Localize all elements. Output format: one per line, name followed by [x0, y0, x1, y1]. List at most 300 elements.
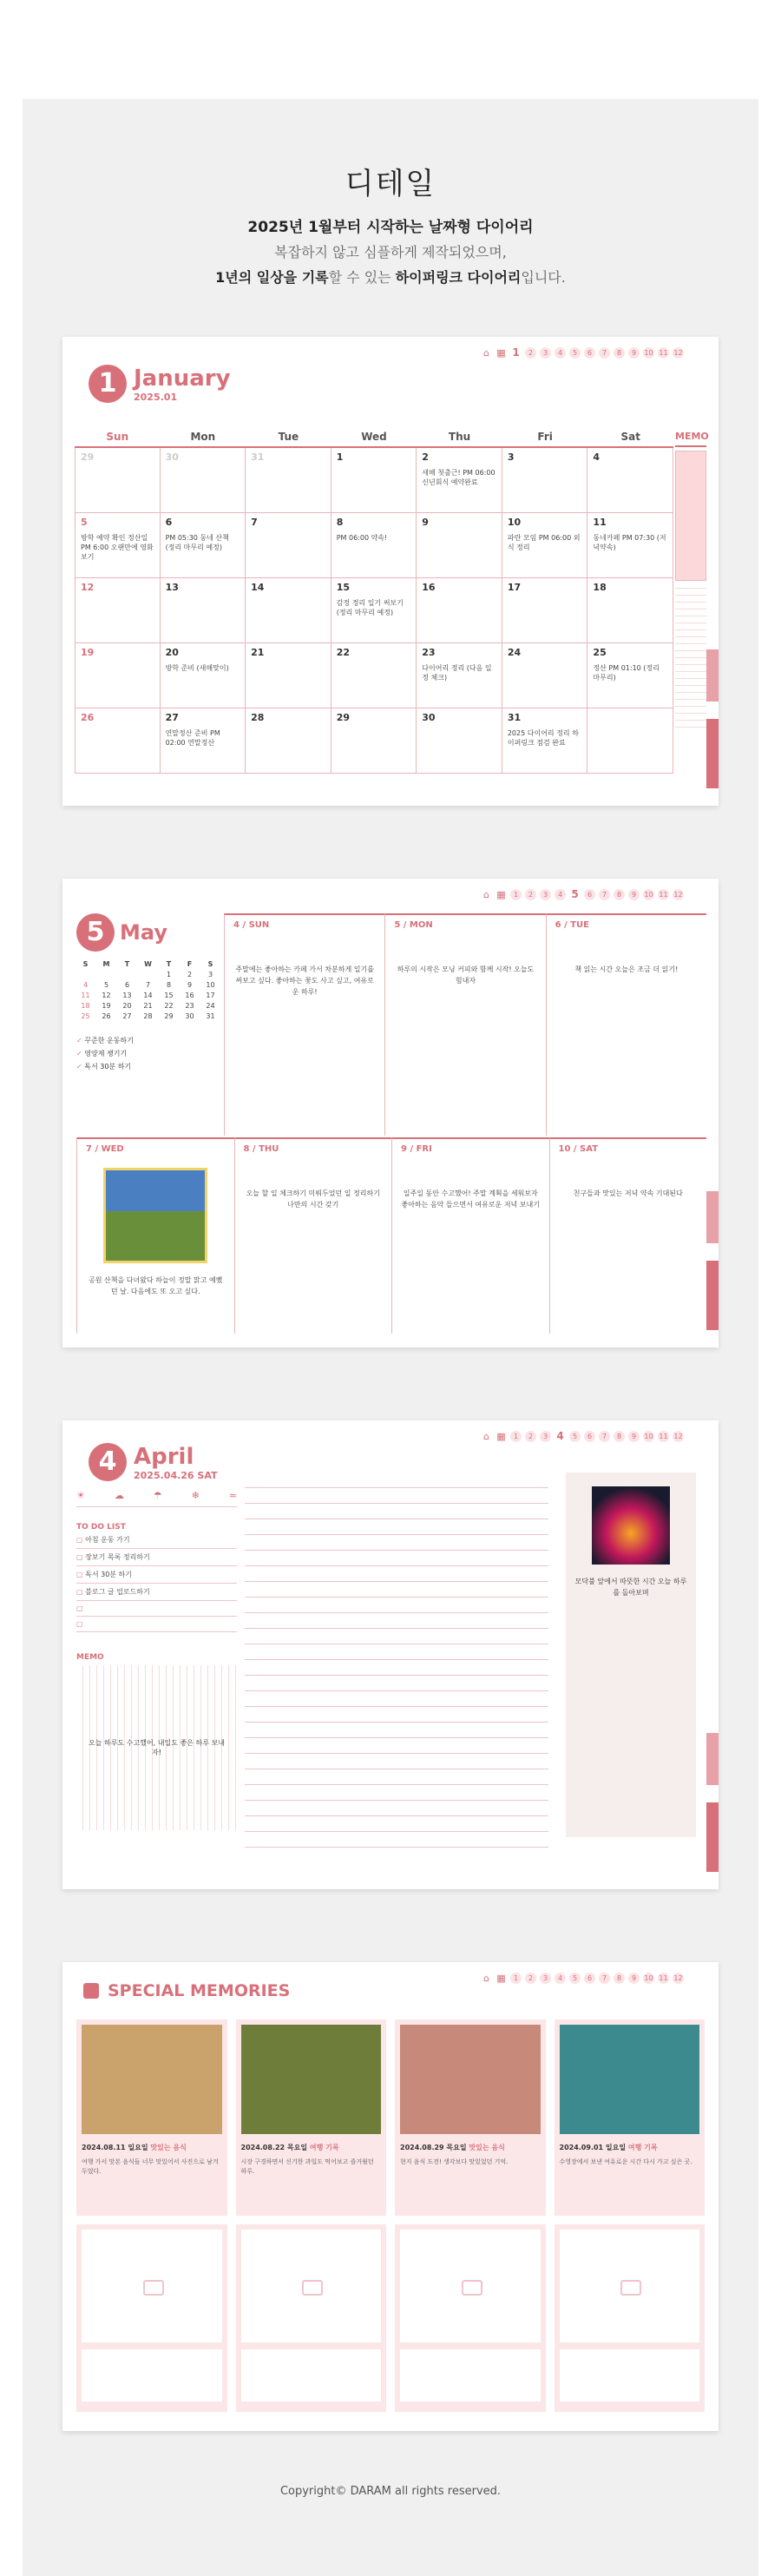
memory-date-text: 2024.08.22 목요일: [240, 2144, 308, 2151]
empty-memory-card[interactable]: [236, 2224, 387, 2412]
mini-day[interactable]: 11: [81, 992, 90, 999]
memo-column: [675, 431, 709, 734]
nav-month-8[interactable]: 8: [614, 347, 625, 359]
journal-line[interactable]: [245, 1535, 548, 1551]
day-cell[interactable]: [246, 513, 331, 578]
mini-day[interactable]: 3: [207, 971, 213, 978]
nav-month-2[interactable]: 2: [525, 1973, 536, 1984]
checkbox-icon[interactable]: ▢: [76, 1536, 86, 1544]
day-cell[interactable]: [502, 578, 588, 643]
day-cell[interactable]: [246, 708, 331, 774]
nav-month-6[interactable]: 6: [584, 889, 595, 900]
day-cell[interactable]: [331, 448, 417, 513]
mini-day[interactable]: 28: [143, 1012, 153, 1020]
nav-month-3[interactable]: 3: [540, 889, 551, 900]
day-cell[interactable]: [502, 513, 588, 578]
journal-line[interactable]: [245, 1676, 548, 1691]
day-cell[interactable]: [75, 643, 161, 708]
todo-list: [76, 1532, 237, 1632]
journal-line[interactable]: [245, 1801, 548, 1816]
month-name: January: [134, 365, 231, 392]
day-cell[interactable]: [417, 708, 502, 774]
nav-month-10[interactable]: 10: [644, 349, 653, 357]
home-icon[interactable]: ⌂: [483, 889, 489, 900]
nav-month-4[interactable]: 4: [555, 347, 566, 359]
memory-desc: 시장 구경하면서 신기한 과일도 먹어보고 즐거웠던 하루.: [240, 2158, 374, 2176]
nav-month-5[interactable]: 5: [571, 888, 579, 900]
monthly-sheet: [62, 337, 719, 806]
memory-card[interactable]: [236, 2019, 387, 2216]
memory-photo: [241, 2025, 382, 2134]
intro-mid: 할 수 있는: [328, 269, 396, 286]
nav-month-5[interactable]: 5: [569, 1431, 581, 1442]
memories-title: [83, 1981, 290, 2000]
nav-month-4[interactable]: 4: [555, 889, 566, 900]
image-placeholder-icon: [82, 2230, 222, 2342]
todo-label: 장보기 목록 정리하기: [85, 1553, 150, 1561]
image-placeholder-icon: [400, 2230, 541, 2342]
nav-month-2[interactable]: 2: [525, 889, 536, 900]
daily-title: [89, 1443, 218, 1481]
nav-month-11[interactable]: 11: [659, 349, 668, 357]
memory-text-area[interactable]: [560, 2349, 700, 2401]
side-tab-index[interactable]: [706, 649, 719, 702]
day-note: 파란 모임 PM 06:00 외식 정리: [507, 534, 581, 552]
journal-line[interactable]: [245, 1660, 548, 1676]
park-photo: [103, 1168, 207, 1263]
todo-item[interactable]: [76, 1584, 237, 1601]
empty-memory-card[interactable]: [76, 2224, 227, 2412]
sun-icon[interactable]: ☀: [76, 1490, 85, 1501]
nav-month-10[interactable]: 10: [644, 891, 653, 899]
day-cell[interactable]: [331, 578, 417, 643]
nav-month-1[interactable]: 1: [510, 1973, 522, 1984]
day-cell[interactable]: [75, 708, 161, 774]
day-cell[interactable]: [587, 513, 673, 578]
day-number: 7: [251, 517, 258, 528]
mini-day[interactable]: [76, 971, 95, 978]
day-text: 책 읽는 시간 오늘은 조금 더 읽기!: [574, 965, 679, 973]
calendar: [75, 431, 673, 774]
mini-weekday: T: [166, 960, 172, 968]
daily-month-name: April: [134, 1443, 194, 1470]
memory-card[interactable]: [395, 2019, 546, 2216]
memo-title: MEMO: [76, 1653, 104, 1662]
day-cell[interactable]: [587, 578, 673, 643]
side-tab-memo[interactable]: [706, 1802, 719, 1872]
day-cell[interactable]: [75, 448, 161, 513]
nav-month-6[interactable]: 6: [584, 1431, 595, 1442]
day-column[interactable]: [224, 913, 384, 1136]
check-icon: ✓: [76, 1050, 85, 1058]
mini-day[interactable]: 17: [206, 992, 215, 999]
day-cell[interactable]: [502, 448, 588, 513]
todo-title: TO DO LIST: [76, 1523, 126, 1532]
nav-month-6[interactable]: 6: [584, 347, 595, 359]
todo-item[interactable]: [76, 1549, 237, 1566]
day-text: 주말에는 좋아하는 카페 가서 차분하게 일기를 써보고 싶다. 좋아하는 꽃도 사고 싶고, 여유로운 하루!: [235, 965, 374, 996]
day-note: 새해 첫출근! PM 06:00 신년회식 예약완료: [422, 469, 496, 487]
memory-photo: [560, 2025, 700, 2134]
nav-month-7[interactable]: 7: [599, 347, 610, 359]
checkbox-icon[interactable]: ▢: [76, 1553, 86, 1561]
mini-day[interactable]: 14: [143, 992, 153, 999]
nav-month-2[interactable]: 2: [525, 347, 536, 359]
calendar-icon[interactable]: ▦: [496, 1973, 506, 1984]
month-number: 1: [89, 365, 127, 403]
journal-line[interactable]: [245, 1832, 548, 1848]
nav-month-12[interactable]: 12: [673, 349, 683, 357]
memo-box[interactable]: 오늘 하루도 수고했어, 내일도 좋은 하루 보내자!: [76, 1665, 237, 1830]
mini-calendar: [76, 960, 220, 1020]
side-tab-memo[interactable]: [706, 1261, 719, 1330]
day-number: 1: [336, 451, 344, 463]
side-tab-index[interactable]: [706, 1191, 719, 1243]
nav-month-3[interactable]: 3: [540, 347, 551, 359]
copyright: Copyright© DARAM all rights reserved.: [279, 2485, 502, 2498]
journal-line[interactable]: [245, 1582, 548, 1598]
day-column[interactable]: [391, 1137, 549, 1334]
page-title: 디테일: [345, 167, 436, 201]
bonfire-photo: [592, 1486, 670, 1565]
day-number: 12: [81, 582, 95, 593]
mini-day[interactable]: 12: [102, 992, 111, 999]
day-cell[interactable]: [161, 643, 246, 708]
intro-end: 입니다.: [521, 269, 566, 286]
journal-line[interactable]: [245, 1488, 548, 1504]
intro-line-3: [23, 267, 758, 287]
cloud-icon[interactable]: ☁: [114, 1490, 124, 1501]
day-heading: 4 / SUN: [233, 920, 270, 930]
mini-day[interactable]: 2: [187, 971, 193, 978]
day-cell[interactable]: [587, 643, 673, 708]
checkbox-icon[interactable]: ▢: [76, 1588, 86, 1596]
mini-day[interactable]: 9: [187, 981, 193, 989]
journal-line[interactable]: [245, 1816, 548, 1832]
intro-header: [23, 160, 758, 287]
day-number: 25: [593, 647, 607, 658]
day-number: 16: [422, 582, 436, 593]
day-number: 29: [81, 451, 95, 463]
mini-day[interactable]: 29: [164, 1012, 174, 1020]
day-cell[interactable]: [161, 578, 246, 643]
day-number: 30: [165, 451, 179, 463]
day-number: 2: [422, 451, 429, 463]
day-column[interactable]: [234, 1137, 392, 1334]
mini-day[interactable]: 15: [164, 992, 174, 999]
goal-label: 독서 30분 하기: [84, 1063, 132, 1071]
mini-day[interactable]: [97, 971, 115, 978]
mini-day[interactable]: 30: [185, 1012, 194, 1020]
month-sub: 2025.01: [134, 391, 178, 403]
day-cell[interactable]: [587, 708, 673, 774]
nav-month-4[interactable]: 4: [555, 1973, 566, 1984]
mini-day[interactable]: 27: [122, 1012, 132, 1020]
day-note: 방학 준비 (새해맞이): [165, 664, 229, 672]
nav-month-2[interactable]: 2: [525, 1431, 536, 1442]
calendar-icon[interactable]: ▦: [496, 889, 506, 900]
side-tab-index[interactable]: [706, 1733, 719, 1785]
calendar-icon[interactable]: ▦: [496, 347, 506, 359]
goal-item: [76, 1047, 220, 1060]
day-heading: 6 / TUE: [555, 920, 590, 930]
photo-caption: 모닥불 앞에서 따뜻한 시간 오늘 하루를 돌아보며: [574, 1578, 687, 1597]
day-note: 동네카페 PM 07:30 (저녁약속): [593, 534, 666, 552]
memo-todo-box[interactable]: [675, 451, 706, 581]
journal-line[interactable]: [245, 1551, 548, 1566]
memory-card[interactable]: [555, 2019, 706, 2216]
mini-day[interactable]: 8: [166, 981, 172, 989]
nav-month-1[interactable]: 1: [510, 1431, 522, 1442]
mini-weekday: T: [124, 960, 130, 968]
day-cell[interactable]: [246, 578, 331, 643]
day-number: 28: [251, 712, 265, 723]
day-cell[interactable]: [587, 448, 673, 513]
mini-day[interactable]: 6: [124, 981, 130, 989]
memory-card[interactable]: [76, 2019, 227, 2216]
week-nav: [481, 889, 684, 900]
todo-label: 독서 30분 하기: [85, 1571, 133, 1578]
weather-row: [76, 1490, 237, 1507]
intro-bold-1: 1년의 일상을 기록: [215, 269, 329, 286]
todo-item[interactable]: [76, 1532, 237, 1549]
todo-item[interactable]: [76, 1617, 237, 1632]
mini-day[interactable]: 4: [82, 981, 89, 989]
daily-date: 2025.04.26 SAT: [134, 1469, 218, 1481]
todo-label: 아침 운동 가기: [85, 1536, 130, 1544]
journal-lines[interactable]: [245, 1472, 548, 1848]
day-column[interactable]: [76, 1137, 234, 1334]
mini-day[interactable]: 22: [164, 1002, 174, 1010]
day-text: 공원 산책을 다녀왔다 하늘이 정말 맑고 예뻤던 날. 다음에도 또 오고 싶다.: [89, 1276, 223, 1295]
journal-line[interactable]: [245, 1723, 548, 1738]
day-heading: 9 / FRI: [401, 1144, 432, 1154]
nav-month-6[interactable]: 6: [584, 1973, 595, 1984]
memory-desc: 현지 음식 도전! 생각보다 맛있었던 기억.: [400, 2158, 509, 2165]
day-cell[interactable]: [331, 513, 417, 578]
day-cell[interactable]: [161, 708, 246, 774]
nav-month-9[interactable]: 9: [628, 347, 640, 359]
day-cell[interactable]: [75, 578, 161, 643]
memory-text-area[interactable]: [82, 2349, 222, 2401]
day-note: 정산 PM 01:10 (정리 마무리): [593, 664, 660, 682]
memory-desc: 여행 가서 맛본 음식들 너무 맛있어서 사진으로 남겨두었다.: [82, 2158, 219, 2176]
calendar-icon[interactable]: ▦: [496, 1431, 506, 1442]
memory-text-area[interactable]: [241, 2349, 382, 2401]
mini-day[interactable]: 31: [206, 1012, 215, 1020]
day-number: 29: [336, 712, 351, 723]
checkbox-icon[interactable]: ▢: [76, 1571, 86, 1578]
journal-line[interactable]: [245, 1504, 548, 1519]
weekly-sheet: [62, 879, 719, 1347]
day-cell[interactable]: [417, 448, 502, 513]
journal-line[interactable]: [245, 1769, 548, 1785]
nav-month-10[interactable]: 10: [644, 1974, 653, 1982]
mini-day[interactable]: 20: [122, 1002, 132, 1010]
nav-month-11[interactable]: 11: [659, 1433, 668, 1440]
empty-memory-card[interactable]: [555, 2224, 706, 2412]
todo-item[interactable]: [76, 1566, 237, 1584]
journal-line[interactable]: [245, 1691, 548, 1707]
memory-tag: 여행 기록: [309, 2144, 339, 2151]
mini-day[interactable]: 18: [81, 1002, 90, 1010]
journal-line[interactable]: [245, 1613, 548, 1629]
goal-item: [76, 1034, 220, 1047]
journal-line[interactable]: [245, 1629, 548, 1644]
checkbox-icon[interactable]: ▢: [76, 1604, 83, 1612]
day-number: 21: [251, 647, 265, 658]
nav-month-11[interactable]: 11: [659, 1974, 668, 1982]
week-sidebar: [76, 913, 220, 1074]
journal-line[interactable]: [245, 1598, 548, 1613]
side-tab-memo[interactable]: [706, 719, 719, 788]
weekday-header: [75, 431, 673, 448]
mini-day[interactable]: [118, 971, 136, 978]
mini-day[interactable]: 13: [122, 992, 132, 999]
day-cell[interactable]: [75, 513, 161, 578]
day-number: 20: [165, 647, 179, 658]
mini-day[interactable]: 21: [143, 1002, 153, 1010]
nav-month-7[interactable]: 7: [599, 1431, 610, 1442]
day-number: 8: [336, 517, 344, 528]
empty-memory-card[interactable]: [395, 2224, 546, 2412]
checkbox-icon[interactable]: ▢: [76, 1620, 83, 1628]
mini-day[interactable]: 25: [81, 1012, 90, 1020]
day-cell[interactable]: [246, 448, 331, 513]
journal-line[interactable]: [245, 1707, 548, 1723]
memory-text-area[interactable]: [400, 2349, 541, 2401]
nav-month-12[interactable]: 12: [673, 1974, 683, 1982]
nav-month-9[interactable]: 9: [628, 1431, 640, 1442]
memory-date: [560, 2143, 700, 2152]
image-placeholder-icon: [241, 2230, 382, 2342]
day-column[interactable]: [546, 913, 706, 1136]
wind-icon[interactable]: ≈: [228, 1490, 237, 1501]
mini-day[interactable]: 1: [166, 971, 172, 978]
mini-day[interactable]: 16: [185, 992, 194, 999]
day-number: 27: [165, 712, 179, 723]
intro-line-1: 2025년 1월부터 시작하는 날짜형 다이어리: [247, 219, 534, 236]
goal-item: [76, 1060, 220, 1073]
nav-month-8[interactable]: 8: [614, 1973, 625, 1984]
journal-line[interactable]: [245, 1785, 548, 1801]
day-heading: 8 / THU: [243, 1144, 279, 1154]
mini-day[interactable]: 26: [102, 1012, 111, 1020]
goal-list: [76, 1034, 220, 1074]
nav-month-1[interactable]: 1: [510, 889, 522, 900]
nav-month-12[interactable]: 12: [673, 891, 683, 899]
day-number: 15: [336, 582, 351, 593]
weekday-label: Sat: [620, 431, 640, 443]
nav-month-10[interactable]: 10: [644, 1433, 653, 1440]
nav-month-3[interactable]: 3: [540, 1973, 551, 1984]
memory-photo: [82, 2025, 222, 2134]
day-cell[interactable]: [161, 448, 246, 513]
home-icon[interactable]: ⌂: [483, 1973, 489, 1984]
memory-date-text: 2024.08.29 목요일: [400, 2144, 467, 2151]
journal-line[interactable]: [245, 1566, 548, 1582]
mini-day[interactable]: 24: [206, 1002, 215, 1010]
journal-line[interactable]: [245, 1738, 548, 1754]
nav-month-9[interactable]: 9: [628, 1973, 640, 1984]
rain-icon[interactable]: ☂: [153, 1490, 162, 1501]
journal-line[interactable]: [245, 1644, 548, 1660]
snow-icon[interactable]: ❄: [191, 1490, 200, 1501]
day-heading: 10 / SAT: [558, 1144, 599, 1154]
nav-month-4[interactable]: 4: [556, 1430, 564, 1442]
nav-month-7[interactable]: 7: [599, 889, 610, 900]
day-cell[interactable]: [417, 578, 502, 643]
mini-day[interactable]: 19: [102, 1002, 111, 1010]
mini-day[interactable]: 23: [185, 1002, 194, 1010]
mini-day[interactable]: 10: [206, 981, 215, 989]
day-number: 9: [422, 517, 429, 528]
week-month-number: 5: [76, 913, 115, 952]
memo-header: MEMO: [675, 431, 706, 447]
nav-month-7[interactable]: 7: [599, 1973, 610, 1984]
day-number: 18: [593, 582, 607, 593]
home-icon[interactable]: ⌂: [483, 347, 489, 359]
nav-month-5[interactable]: 5: [569, 1973, 581, 1984]
nav-month-9[interactable]: 9: [628, 889, 640, 900]
day-note: 감정 정리 일기 써보기 (정리 마무리 예정): [336, 599, 404, 617]
day-cell[interactable]: [161, 513, 246, 578]
mini-weekday: W: [144, 960, 152, 968]
nav-month-5[interactable]: 5: [569, 347, 581, 359]
day-cell[interactable]: [246, 643, 331, 708]
detail-panel: [23, 99, 758, 2576]
memo-lined-box[interactable]: [675, 586, 706, 734]
day-number: 14: [251, 582, 265, 593]
home-icon[interactable]: ⌂: [483, 1431, 489, 1442]
memories-nav: [481, 1973, 684, 1984]
day-cell[interactable]: [417, 513, 502, 578]
journal-line[interactable]: [245, 1519, 548, 1535]
nav-month-8[interactable]: 8: [614, 889, 625, 900]
goal-label: 영양제 챙기기: [84, 1050, 128, 1058]
day-cell[interactable]: [331, 708, 417, 774]
journal-line[interactable]: [245, 1472, 548, 1488]
mini-weekday: F: [187, 960, 193, 968]
day-number: 6: [165, 517, 173, 528]
todo-item[interactable]: [76, 1601, 237, 1617]
mini-day[interactable]: 7: [145, 981, 151, 989]
day-cell[interactable]: [331, 643, 417, 708]
nav-month-11[interactable]: 11: [659, 891, 668, 899]
mini-day[interactable]: [139, 971, 157, 978]
weekday-label: Sun: [106, 431, 129, 443]
day-number: 4: [593, 451, 601, 463]
day-cell[interactable]: [502, 643, 588, 708]
day-number: 19: [81, 647, 95, 658]
memory-tag: 여행 기록: [627, 2144, 658, 2151]
day-column[interactable]: [549, 1137, 707, 1334]
nav-month-12[interactable]: 12: [673, 1433, 683, 1440]
day-cell[interactable]: [417, 643, 502, 708]
memory-photo: [400, 2025, 541, 2134]
day-column[interactable]: [384, 913, 545, 1136]
week-days-top: [224, 913, 706, 1136]
journal-line[interactable]: [245, 1754, 548, 1769]
nav-month-8[interactable]: 8: [614, 1431, 625, 1442]
day-number: 31: [507, 712, 522, 723]
nav-month-3[interactable]: 3: [540, 1431, 551, 1442]
image-placeholder-icon: [560, 2230, 700, 2342]
day-cell[interactable]: [502, 708, 588, 774]
nav-month-1[interactable]: 1: [512, 346, 520, 359]
mini-day[interactable]: 5: [103, 981, 109, 989]
memory-date: [82, 2143, 222, 2152]
